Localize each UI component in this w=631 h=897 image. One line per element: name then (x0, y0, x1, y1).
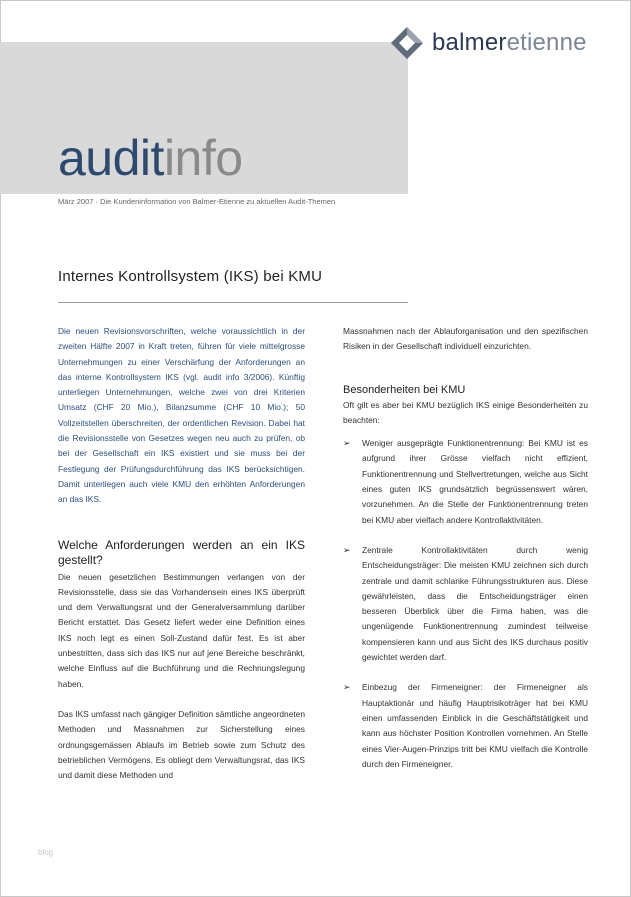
body-paragraph: Massnahmen nach der Ablauforganisation und den spezifischen Risiken in der Gesellschaft individuell einzurichten. (343, 326, 588, 352)
arrow-bullet-icon: ➢ (343, 544, 351, 555)
logo-text-part2: etienne (506, 29, 587, 56)
body-paragraph: Die neuen gesetzlichen Bestimmungen verlangen von der Revisionsstelle, dass sie das Vorhandensein eines IKS überprüft und dem Verwaltungsrat und der Generalversammlung darüber Bericht erstattet. Das Gesetz liefert weder eine Definition eines IKS noch legt es einen Soll-Zustand dafür fest. Es ist aber unbestritten, dass sich das IKS nur auf jene Bereiche beschränkt, welche Einfluss auf die Buchführung und die Rechnungslegung haben. (58, 571, 305, 689)
page-title (58, 130, 243, 186)
left-column (58, 324, 305, 783)
footer-watermark: blog (38, 848, 54, 857)
list-item (343, 543, 588, 665)
bullet-list (343, 436, 588, 772)
title-part1: audit (58, 130, 164, 186)
logo (390, 26, 587, 60)
lead-paragraph: Die neuen Revisionsvorschriften, welche voraussichtlich in der zweiten Hälfte 2007 in Kraft treten, führen für viele mittelgrosse Unternehmungen zu einer Verschärfung der Anforderungen an das interne Kontrollsystem IKS (vgl. audit info 3/2006). Künftig unterliegen Unternehmungen, welche zwei von drei Kriterien Umsatz (CHF 20 Mio.), Bilanzsumme (CHF 10 Mio.); 50 Vollzeitstellen überschreiten, der ordentlichen Revision. Dabei hat die Revisionsstelle von Gesetzes wegen neu auch zu prüfen, ob bei der Gesellschaft ein IKS existiert und sie muss bei der Festlegung der Prüfungsdurchführung das IKS berücksichtigen. Damit unterliegen auch viele KMU den erhöhten Anforderungen an das IKS. (58, 326, 305, 505)
list-item (343, 436, 588, 528)
section-heading-kmu: Besonderheiten bei KMU (343, 383, 466, 396)
divider (58, 302, 408, 303)
list-item-text: Zentrale Kontrollaktivitäten durch wenig Entscheidungsträger: Die meisten KMU zeichnen sich durch zentrale und damit schlanke Führungsstrukturen aus. Diese gewährleisten, dass die Entscheidungsträger einen besseren Überblick über die Firma haben, was die ungenügende Funktionentrennung zumindest teilweise kompensieren kann und aus Sicht des IKS durchaus positiv gewichtet werden darf. (362, 544, 588, 663)
right-column (343, 324, 588, 772)
article-heading: Internes Kontrollsystem (IKS) bei KMU (58, 268, 323, 285)
arrow-bullet-icon: ➢ (343, 438, 351, 449)
diamond-logo-icon (390, 26, 424, 60)
intro-paragraph: Oft gilt es aber bei KMU bezüglich IKS einige Besonderheiten zu beachten: (343, 399, 588, 425)
body-paragraph: Das IKS umfasst nach gängiger Definition sämtliche angeordneten Methoden und Massnahmen zur Sicherstellung eines ordnungsgemässen Ablaufs im Betrieb sowie zum Schutz des betrieblichen Vermögens. Es obliegt dem Verwaltungsrat, das IKS und damit diese Methoden und (58, 708, 305, 781)
list-item-text: Weniger ausgeprägte Funktionentrennung: Bei KMU ist es aufgrund ihrer Grösse vielfach nicht effizient, Funktionentrennung und Stellvertretungen, welche aus Sicht eines guten IKS grundsätzlich begrüssenswert wären, vorzunehmen. An die Stelle der Funktionentrennung treten bei KMU aber vielfach andere Kontrollaktivitäten. (362, 438, 588, 525)
list-item-text: Einbezug der Firmeneigner: der Firmeneigner als Hauptaktionär und häufig Hauptrisikoträger hat bei KMU einen umfassenden Einblick in die Geschäftstätigkeit und kann aus höchster Position Kontrollen vornehmen. An Stelle eines Vier-Augen-Prinzips tritt bei KMU vielfach die Kontrolle durch den Firmeneigner. (362, 682, 588, 769)
subline: März 2007 · Die Kundeninformation von Balmer-Etienne zu aktuellen Audit-Themen (58, 197, 336, 206)
list-item (343, 680, 588, 772)
section-heading-requirements: Welche Anforderungen werden an ein IKS gestellt? (58, 537, 305, 567)
arrow-bullet-icon: ➢ (343, 682, 351, 693)
title-part2: info (163, 130, 243, 186)
logo-text-part1: balmer (432, 29, 507, 56)
logo-text (432, 29, 587, 57)
